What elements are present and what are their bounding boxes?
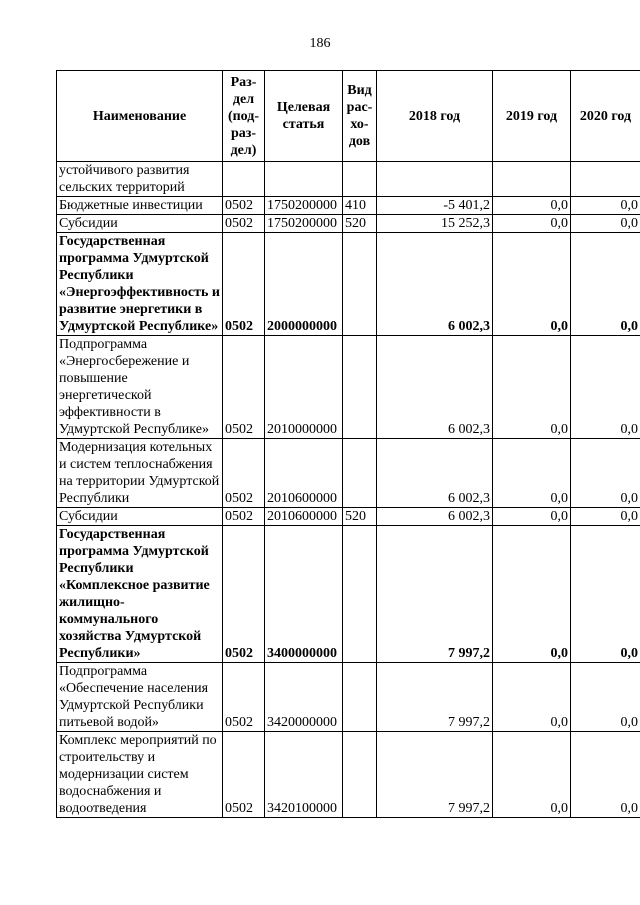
- cell-2019: [493, 162, 571, 197]
- cell-2020: [571, 162, 640, 197]
- table-row: [57, 526, 640, 663]
- cell-section: 0502: [223, 336, 265, 439]
- cell-name: Субсидии: [57, 508, 223, 526]
- page-number: 186: [309, 36, 331, 51]
- cell-article: 1750200000: [265, 215, 343, 233]
- cell-2019: 0,0: [493, 197, 571, 215]
- header-section-text: Раз- дел (под- раз- дел): [227, 74, 260, 158]
- cell-article: 2000000000: [265, 233, 343, 336]
- cell-2020: 0,0: [571, 526, 640, 663]
- table-header-row: [57, 71, 640, 162]
- cell-2018: 6 002,3: [377, 508, 493, 526]
- cell-section: 0502: [223, 663, 265, 732]
- cell-2019: 0,0: [493, 526, 571, 663]
- cell-article: 2010600000: [265, 508, 343, 526]
- cell-name: Подпрограмма «Энергосбережение и повышение энергетической эффективности в Удмуртской Республике»: [57, 336, 223, 439]
- header-article-text: Целевая статья: [276, 100, 331, 132]
- header-section: [223, 71, 265, 162]
- cell-type: 410: [343, 197, 377, 215]
- cell-name: Государственная программа Удмуртской Республики «Комплексное развитие жилищно-коммунального хозяйства Удмуртской Республики»: [57, 526, 223, 663]
- cell-2019: 0,0: [493, 215, 571, 233]
- cell-2018: -5 401,2: [377, 197, 493, 215]
- cell-name: Государственная программа Удмуртской Республики «Энергоэффективность и развитие энергетики в Удмуртской Республике»: [57, 233, 223, 336]
- cell-2019: 0,0: [493, 233, 571, 336]
- header-2020: 2020 год: [571, 71, 640, 162]
- cell-2020: 0,0: [571, 233, 640, 336]
- cell-article: 3400000000: [265, 526, 343, 663]
- cell-2018: 6 002,3: [377, 439, 493, 508]
- cell-2019: 0,0: [493, 732, 571, 818]
- table-row: [57, 162, 640, 197]
- table-row: [57, 233, 640, 336]
- cell-2020: 0,0: [571, 439, 640, 508]
- cell-article: 3420100000: [265, 732, 343, 818]
- cell-section: [223, 162, 265, 197]
- cell-type: [343, 162, 377, 197]
- cell-name: Субсидии: [57, 215, 223, 233]
- cell-name: Комплекс мероприятий по строительству и модернизации систем водоснабжения и водоотведения: [57, 732, 223, 818]
- cell-2020: 0,0: [571, 663, 640, 732]
- cell-2018: 6 002,3: [377, 336, 493, 439]
- header-type: [343, 71, 377, 162]
- cell-2018: 7 997,2: [377, 663, 493, 732]
- cell-2019: 0,0: [493, 336, 571, 439]
- table-row: [57, 215, 640, 233]
- cell-2018: [377, 162, 493, 197]
- cell-2020: 0,0: [571, 215, 640, 233]
- cell-type: [343, 663, 377, 732]
- header-type-text: Вид рас- хо- дов: [346, 83, 373, 149]
- table-body: [57, 162, 640, 818]
- budget-table: [56, 70, 640, 818]
- cell-2020: 0,0: [571, 336, 640, 439]
- cell-2018: 15 252,3: [377, 215, 493, 233]
- cell-name: Модернизация котельных и систем теплоснабжения на территории Удмуртской Республики: [57, 439, 223, 508]
- cell-article: [265, 162, 343, 197]
- cell-section: 0502: [223, 197, 265, 215]
- table-row: [57, 508, 640, 526]
- cell-2019: 0,0: [493, 663, 571, 732]
- cell-type: [343, 732, 377, 818]
- header-2018: 2018 год: [377, 71, 493, 162]
- cell-2020: 0,0: [571, 197, 640, 215]
- cell-section: 0502: [223, 508, 265, 526]
- cell-article: 3420000000: [265, 663, 343, 732]
- table-row: [57, 197, 640, 215]
- cell-article: 2010000000: [265, 336, 343, 439]
- cell-2018: 6 002,3: [377, 233, 493, 336]
- table-row: [57, 663, 640, 732]
- cell-section: 0502: [223, 233, 265, 336]
- table-row: [57, 336, 640, 439]
- cell-type: [343, 336, 377, 439]
- cell-name: устойчивого развития сельских территорий: [57, 162, 223, 197]
- header-article: [265, 71, 343, 162]
- cell-type: 520: [343, 215, 377, 233]
- cell-type: 520: [343, 508, 377, 526]
- cell-section: 0502: [223, 732, 265, 818]
- cell-article: 1750200000: [265, 197, 343, 215]
- table-row: [57, 732, 640, 818]
- cell-article: 2010600000: [265, 439, 343, 508]
- cell-type: [343, 233, 377, 336]
- cell-name: Бюджетные инвестиции: [57, 197, 223, 215]
- cell-type: [343, 439, 377, 508]
- cell-2020: 0,0: [571, 508, 640, 526]
- cell-2019: 0,0: [493, 439, 571, 508]
- cell-2018: 7 997,2: [377, 526, 493, 663]
- cell-section: 0502: [223, 439, 265, 508]
- cell-2020: 0,0: [571, 732, 640, 818]
- cell-section: 0502: [223, 526, 265, 663]
- cell-name: Подпрограмма «Обеспечение населения Удмуртской Республики питьевой водой»: [57, 663, 223, 732]
- cell-section: 0502: [223, 215, 265, 233]
- header-name: Наименование: [57, 71, 223, 162]
- cell-2018: 7 997,2: [377, 732, 493, 818]
- cell-2019: 0,0: [493, 508, 571, 526]
- cell-type: [343, 526, 377, 663]
- table-row: [57, 439, 640, 508]
- header-2019: 2019 год: [493, 71, 571, 162]
